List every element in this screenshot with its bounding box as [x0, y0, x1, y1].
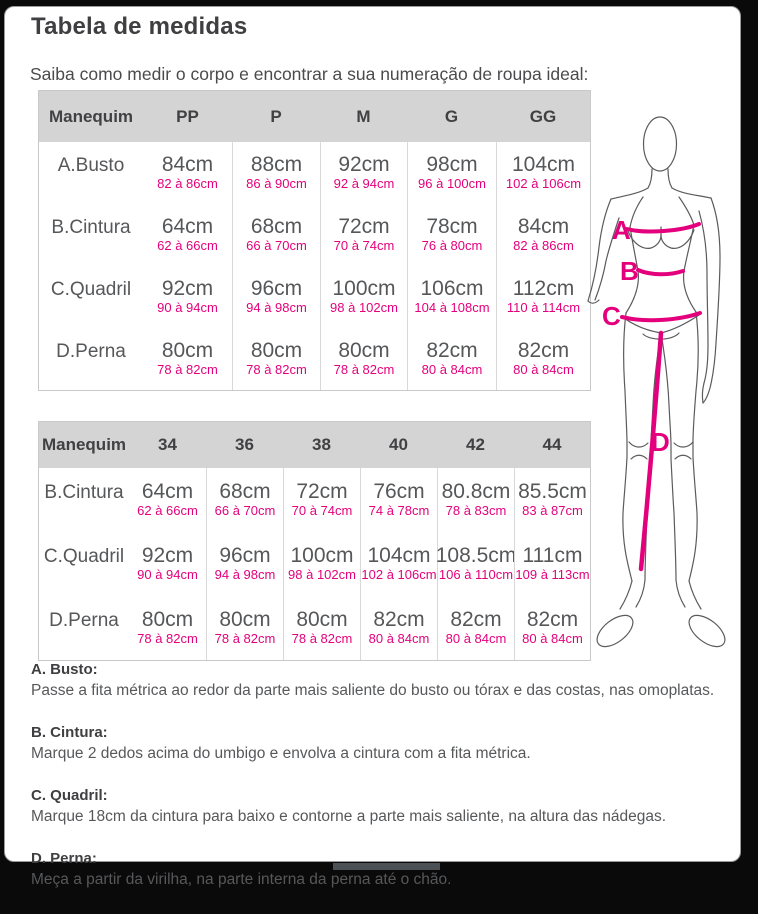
value-range: 80 à 84cm	[368, 630, 430, 646]
value-main: 108.5cm	[435, 543, 517, 567]
value-main: 82cm	[517, 338, 570, 362]
measure-value-cell	[514, 468, 590, 532]
column-header: PP	[176, 106, 199, 126]
right-foot-outline	[684, 609, 731, 652]
measure-label: B.Cintura	[44, 482, 124, 503]
value-range: 78 à 82cm	[157, 361, 218, 377]
value-range: 83 à 87cm	[522, 502, 583, 518]
note-busto	[31, 661, 721, 701]
measure-value-cell	[496, 266, 590, 328]
body-measurement-diagram	[586, 101, 744, 661]
column-header: P	[270, 106, 282, 126]
value-main: 80cm	[141, 607, 194, 631]
value-range: 76 à 80cm	[421, 237, 483, 253]
measure-value-cell	[232, 204, 320, 266]
note-text: Passe a fita métrica ao redor da parte mais saliente do busto ou tórax e das costas, nas omoplatas.	[31, 682, 715, 699]
value-range: 82 à 86cm	[157, 175, 218, 191]
measure-label: A.Busto	[57, 155, 125, 176]
note-perna	[31, 850, 721, 890]
bust-measure-line	[627, 224, 699, 231]
value-main: 100cm	[332, 276, 396, 300]
value-range: 102 à 106cm	[361, 566, 437, 582]
measure-value-cell	[360, 596, 437, 660]
value-main: 84cm	[517, 214, 570, 238]
column-header: 38	[312, 435, 331, 454]
value-range: 82 à 86cm	[513, 237, 574, 253]
column-header: 44	[542, 435, 562, 454]
value-range: 98 à 102cm	[288, 566, 356, 582]
value-main: 64cm	[161, 214, 214, 238]
measure-value-cell	[407, 328, 496, 390]
value-range: 78 à 82cm	[291, 630, 353, 646]
measure-value-cell	[320, 142, 407, 204]
measure-value-cell	[407, 142, 496, 204]
value-range: 74 à 78cm	[368, 502, 430, 518]
column-header: Manequim	[41, 435, 127, 454]
value-main: 85.5cm	[518, 479, 587, 503]
value-range: 110 à 114cm	[506, 299, 581, 315]
measure-value-cell	[283, 596, 360, 660]
value-range: 90 à 94cm	[137, 566, 198, 582]
value-range: 102 à 106cm	[505, 175, 582, 191]
table-row	[39, 142, 590, 204]
measure-value-cell	[283, 468, 360, 532]
note-heading: D. Perna:	[31, 850, 97, 868]
value-main: 80cm	[161, 338, 214, 362]
note-text: Meça a partir da virilha, na parte interna da perna até o chão.	[31, 871, 452, 889]
column-header: 36	[235, 435, 254, 454]
value-range: 66 à 70cm	[246, 237, 307, 253]
value-range: 94 à 98cm	[246, 299, 307, 315]
table-row	[39, 204, 590, 266]
value-range: 86 à 90cm	[246, 175, 307, 191]
measure-value-cell	[360, 468, 437, 532]
value-main: 112cm	[512, 276, 575, 300]
value-range: 104 à 108cm	[414, 299, 490, 315]
measure-value-cell	[129, 532, 206, 596]
page-title: Tabela de medidas	[31, 13, 248, 40]
value-range: 98 à 102cm	[330, 299, 398, 315]
note-text: Marque 2 dedos acima do umbigo e envolva a cintura com a fita métrica.	[31, 745, 531, 763]
value-main: 80cm	[338, 338, 390, 362]
measure-value-cell	[320, 204, 407, 266]
value-main: 80cm	[250, 338, 303, 362]
label-B: B	[620, 256, 639, 286]
value-range: 80 à 84cm	[513, 361, 574, 377]
measure-value-cell	[129, 468, 206, 532]
value-main: 104cm	[367, 543, 431, 567]
column-header: Manequim	[48, 106, 134, 126]
measure-value-cell	[143, 328, 232, 390]
value-main: 106cm	[420, 276, 484, 300]
value-main: 64cm	[141, 479, 194, 503]
value-main: 84cm	[161, 152, 214, 176]
table-row	[39, 532, 590, 596]
measure-label: D.Perna	[56, 341, 126, 362]
measure-label: C.Quadril	[50, 279, 132, 300]
measure-label: B.Cintura	[51, 217, 131, 238]
value-main: 104cm	[511, 152, 576, 176]
value-main: 68cm	[250, 214, 303, 238]
value-main: 80cm	[296, 607, 348, 631]
label-D: D	[651, 427, 670, 457]
value-main: 80.8cm	[441, 479, 511, 503]
value-range: 96 à 100cm	[418, 175, 486, 191]
measure-value-cell	[143, 142, 232, 204]
waist-measure-line	[638, 270, 683, 274]
measure-value-cell	[232, 328, 320, 390]
value-main: 82cm	[526, 607, 579, 631]
column-header: G	[444, 106, 459, 126]
hip-measure-line	[622, 313, 700, 320]
measure-value-cell	[283, 532, 360, 596]
head-outline	[644, 117, 677, 171]
measure-label: C.Quadril	[43, 546, 125, 567]
table-row	[39, 596, 590, 660]
value-range: 78 à 82cm	[214, 630, 276, 646]
measure-value-cell	[407, 204, 496, 266]
measure-value-cell	[206, 468, 283, 532]
measure-label: D.Perna	[49, 610, 119, 631]
value-range: 78 à 82cm	[246, 361, 307, 377]
measure-value-cell	[320, 328, 407, 390]
value-main: 78cm	[426, 214, 478, 238]
value-main: 98cm	[426, 152, 478, 176]
column-header: GG	[529, 106, 557, 126]
value-main: 72cm	[338, 214, 390, 238]
measure-value-cell	[514, 596, 590, 660]
value-main: 100cm	[290, 543, 354, 567]
left-foot-outline	[592, 609, 639, 652]
measure-value-cell	[206, 532, 283, 596]
page-subtitle: Saiba como medir o corpo e encontrar a sua numeração de roupa ideal:	[30, 64, 589, 84]
column-header: M	[356, 106, 371, 126]
measure-value-cell	[320, 266, 407, 328]
value-range: 80 à 84cm	[421, 361, 483, 377]
value-main: 76cm	[373, 479, 425, 503]
note-cintura	[31, 724, 721, 764]
note-heading: A. Busto:	[31, 661, 98, 678]
size-table-letter-sizes	[38, 90, 591, 391]
value-main: 92cm	[161, 276, 214, 300]
size-table-number-sizes	[38, 421, 591, 661]
column-header: 34	[158, 435, 177, 454]
label-A: A	[612, 215, 631, 245]
value-main: 92cm	[338, 152, 390, 176]
value-range: 78 à 82cm	[333, 361, 395, 377]
measure-value-cell	[437, 596, 514, 660]
table-row	[39, 328, 590, 390]
measure-value-cell	[496, 142, 590, 204]
note-text: Marque 18cm da cintura para baixo e contorne a parte mais saliente, na altura das nádegas.	[31, 808, 667, 826]
measure-value-cell	[360, 532, 437, 596]
value-range: 80 à 84cm	[445, 630, 507, 646]
size-chart-panel	[4, 6, 741, 889]
measurement-notes	[31, 661, 721, 914]
measure-value-cell	[437, 468, 514, 532]
value-main: 68cm	[219, 479, 271, 503]
value-range: 94 à 98cm	[214, 566, 276, 582]
value-range: 80 à 84cm	[522, 630, 583, 646]
note-quadril	[31, 787, 721, 827]
value-range: 62 à 66cm	[157, 237, 218, 253]
value-main: 88cm	[250, 152, 303, 176]
measure-value-cell	[435, 532, 517, 596]
value-range: 70 à 74cm	[291, 502, 353, 518]
column-header: 40	[389, 435, 408, 454]
measure-value-cell	[232, 266, 320, 328]
measure-value-cell	[496, 204, 590, 266]
table-row	[39, 468, 590, 532]
value-range: 106 à 110cm	[438, 566, 514, 582]
measure-value-cell	[514, 532, 590, 596]
column-header: 42	[466, 435, 485, 454]
value-main: 72cm	[296, 479, 348, 503]
value-main: 92cm	[141, 543, 194, 567]
value-main: 82cm	[450, 607, 502, 631]
note-heading: C. Quadril:	[31, 787, 108, 805]
value-range: 90 à 94cm	[157, 299, 218, 315]
value-range: 92 à 94cm	[333, 175, 395, 191]
measure-value-cell	[143, 266, 232, 328]
measure-value-cell	[232, 142, 320, 204]
value-range: 78 à 82cm	[137, 630, 198, 646]
value-main: 96cm	[219, 543, 271, 567]
horizontal-scrollbar-thumb[interactable]	[333, 863, 440, 870]
label-C: C	[602, 301, 621, 331]
value-range: 78 à 83cm	[445, 502, 507, 518]
table-row	[39, 266, 590, 328]
value-main: 82cm	[373, 607, 425, 631]
measure-value-cell	[143, 204, 232, 266]
measure-value-cell	[129, 596, 206, 660]
value-range: 66 à 70cm	[214, 502, 276, 518]
value-range: 109 à 113cm	[515, 566, 590, 582]
value-main: 80cm	[219, 607, 271, 631]
value-main: 111cm	[522, 543, 583, 567]
value-main: 82cm	[426, 338, 478, 362]
measure-value-cell	[407, 266, 496, 328]
measure-value-cell	[496, 328, 590, 390]
note-heading: B. Cintura:	[31, 724, 108, 742]
value-main: 96cm	[250, 276, 303, 300]
value-range: 62 à 66cm	[137, 502, 198, 518]
measure-value-cell	[206, 596, 283, 660]
value-range: 70 à 74cm	[333, 237, 395, 253]
